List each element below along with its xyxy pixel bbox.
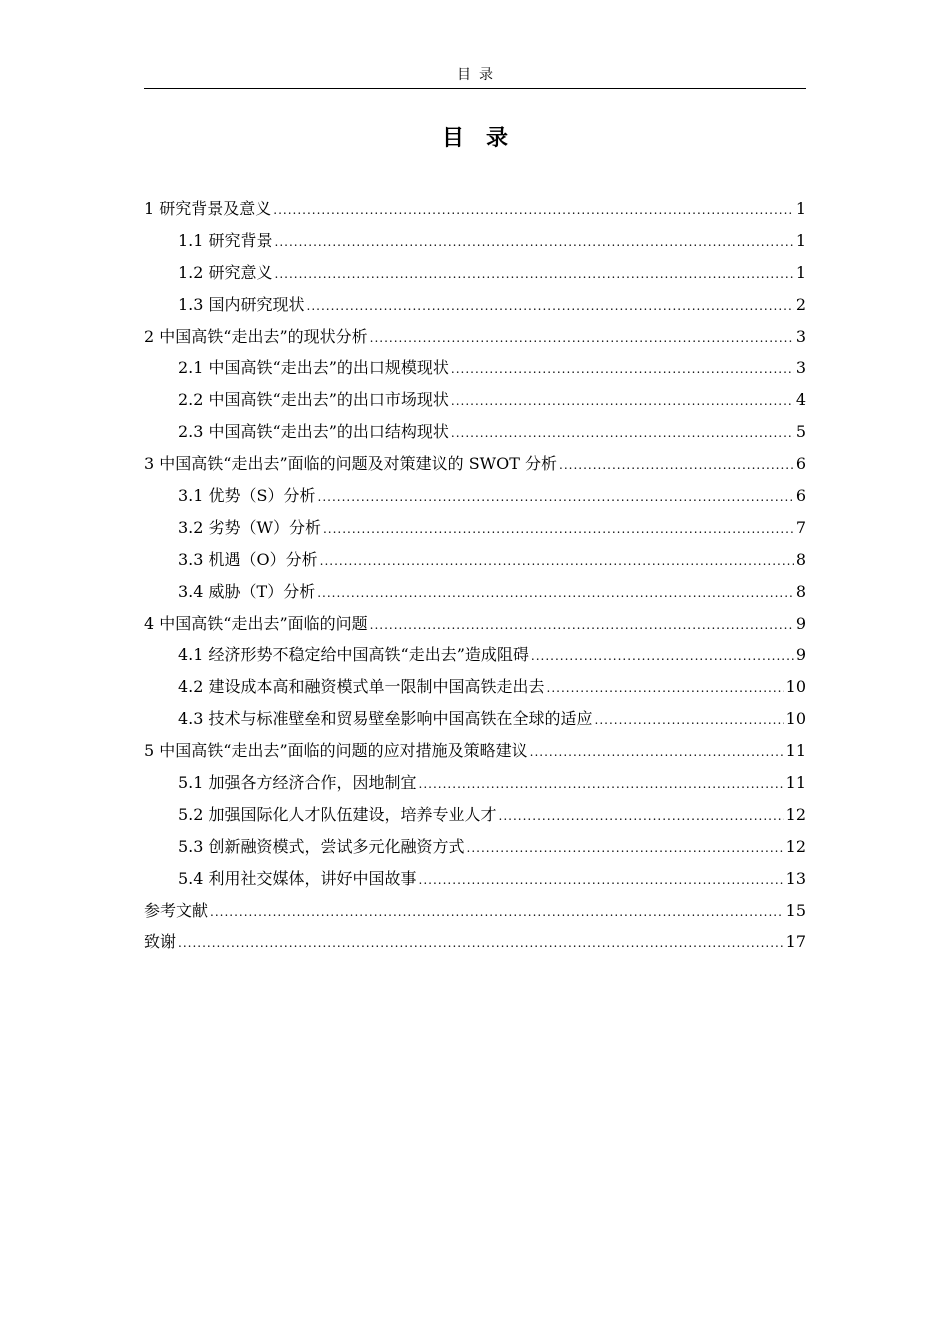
toc-entry[interactable] — [144, 673, 806, 705]
toc-entry[interactable] — [144, 418, 806, 450]
dot-leader — [317, 579, 794, 607]
dot-leader — [370, 324, 794, 352]
toc-entry-label: 5.3 创新融资模式，尝试多元化融资方式 — [178, 836, 465, 856]
toc-entry[interactable] — [144, 737, 806, 769]
dot-leader — [530, 738, 784, 766]
toc-entry[interactable] — [144, 578, 806, 610]
toc-entry-page-number: 7 — [795, 517, 806, 537]
toc-entry-page-number: 11 — [785, 741, 806, 761]
running-header: 目录 — [457, 67, 501, 83]
toc-entry-page-number: 9 — [795, 613, 806, 633]
dot-leader — [419, 770, 784, 798]
toc-entry-label: 1.3 国内研究现状 — [178, 294, 305, 314]
dot-leader — [451, 419, 794, 447]
toc-entry-page-number: 8 — [795, 549, 806, 569]
toc-entry[interactable] — [144, 546, 806, 578]
toc-entry-page-number: 1 — [795, 230, 806, 250]
toc-entry-page-number: 1 — [795, 262, 806, 282]
toc-entry[interactable] — [144, 514, 806, 546]
dot-leader — [559, 451, 794, 479]
toc-title: 目录 — [441, 126, 530, 151]
toc-entry-label: 4.1 经济形势不稳定给中国高铁“走出去”造成阻碍 — [178, 645, 529, 665]
toc-entry[interactable] — [144, 323, 806, 355]
toc-entry-label: 2.1 中国高铁“走出去”的出口规模现状 — [178, 358, 449, 378]
dot-leader — [451, 387, 794, 415]
toc-entry-page-number: 3 — [795, 358, 806, 378]
toc-entry[interactable] — [144, 227, 806, 259]
dot-leader — [210, 898, 784, 926]
dot-leader — [178, 929, 784, 957]
toc-entry[interactable] — [144, 450, 806, 482]
toc-entry-page-number: 10 — [785, 677, 806, 697]
dot-leader — [531, 642, 794, 670]
dot-leader — [370, 611, 794, 639]
toc-entry-label: 1 研究背景及意义 — [144, 199, 272, 218]
toc-entry[interactable] — [144, 195, 806, 227]
dot-leader — [547, 674, 784, 702]
toc-entry-page-number: 5 — [795, 422, 806, 442]
toc-entry-label: 3.2 劣势（W）分析 — [178, 517, 321, 537]
toc-entry-page-number: 11 — [785, 773, 806, 793]
dot-leader — [273, 196, 794, 224]
toc-entry[interactable] — [144, 833, 806, 865]
toc-entry-label: 3.3 机遇（O）分析 — [178, 549, 318, 569]
dot-leader — [467, 834, 784, 862]
toc-entry[interactable] — [144, 769, 806, 801]
toc-entry[interactable] — [144, 641, 806, 673]
toc-entry-page-number: 12 — [785, 836, 806, 856]
toc-entry-label: 参考文献 — [144, 900, 209, 920]
toc-entry[interactable] — [144, 928, 806, 960]
toc-entry-label: 2 中国高铁“走出去”的现状分析 — [144, 326, 368, 346]
toc-entry-label: 5 中国高铁“走出去”面临的问题的应对措施及策略建议 — [144, 741, 528, 761]
toc-entry-page-number: 2 — [795, 294, 806, 314]
toc-entry[interactable] — [144, 482, 806, 514]
dot-leader — [320, 547, 794, 575]
toc-entry-label: 致谢 — [144, 932, 177, 952]
dot-leader — [275, 260, 794, 288]
dot-leader — [499, 802, 784, 830]
toc-entry-page-number: 8 — [795, 581, 806, 601]
toc-entry-page-number: 15 — [785, 900, 806, 920]
table-of-contents — [144, 195, 806, 960]
toc-entry[interactable] — [144, 386, 806, 418]
toc-entry-label: 1.1 研究背景 — [178, 230, 273, 250]
dot-leader — [451, 355, 794, 383]
toc-entry-page-number: 9 — [795, 645, 806, 665]
toc-entry-label: 5.1 加强各方经济合作，因地制宜 — [178, 773, 417, 793]
toc-entry[interactable] — [144, 705, 806, 737]
toc-entry[interactable] — [144, 801, 806, 833]
toc-entry-label: 3.4 威胁（T）分析 — [178, 581, 316, 601]
toc-entry-page-number: 12 — [785, 804, 806, 824]
toc-entry-page-number: 17 — [785, 932, 806, 952]
toc-entry[interactable] — [144, 291, 806, 323]
toc-entry-page-number: 13 — [785, 868, 806, 888]
dot-leader — [323, 515, 794, 543]
toc-entry-page-number: 6 — [795, 486, 806, 506]
toc-entry[interactable] — [144, 354, 806, 386]
toc-entry-page-number: 6 — [795, 454, 806, 474]
header-rule — [144, 88, 806, 89]
toc-entry[interactable] — [144, 259, 806, 291]
toc-entry-label: 4.3 技术与标准壁垒和贸易壁垒影响中国高铁在全球的适应 — [178, 709, 593, 729]
toc-entry-label: 2.3 中国高铁“走出去”的出口结构现状 — [178, 422, 449, 442]
toc-entry-page-number: 1 — [795, 199, 806, 218]
toc-entry-label: 2.2 中国高铁“走出去”的出口市场现状 — [178, 390, 449, 410]
dot-leader — [318, 483, 794, 511]
dot-leader — [307, 292, 794, 320]
toc-entry-label: 3 中国高铁“走出去”面临的问题及对策建议的 SWOT 分析 — [144, 454, 557, 474]
toc-entry[interactable] — [144, 610, 806, 642]
dot-leader — [419, 866, 784, 894]
dot-leader — [275, 228, 794, 256]
toc-entry-page-number: 3 — [795, 326, 806, 346]
toc-entry-label: 4.2 建设成本高和融资模式单一限制中国高铁走出去 — [178, 677, 545, 697]
toc-entry-label: 4 中国高铁“走出去”面临的问题 — [144, 613, 368, 633]
toc-entry-label: 1.2 研究意义 — [178, 262, 273, 282]
dot-leader — [595, 706, 784, 734]
toc-entry[interactable] — [144, 897, 806, 929]
toc-entry-label: 3.1 优势（S）分析 — [178, 486, 316, 506]
toc-entry[interactable] — [144, 865, 806, 897]
toc-entry-label: 5.2 加强国际化人才队伍建设，培养专业人才 — [178, 804, 497, 824]
toc-entry-page-number: 4 — [795, 390, 806, 410]
toc-entry-page-number: 10 — [785, 709, 806, 729]
toc-entry-label: 5.4 利用社交媒体，讲好中国故事 — [178, 868, 417, 888]
